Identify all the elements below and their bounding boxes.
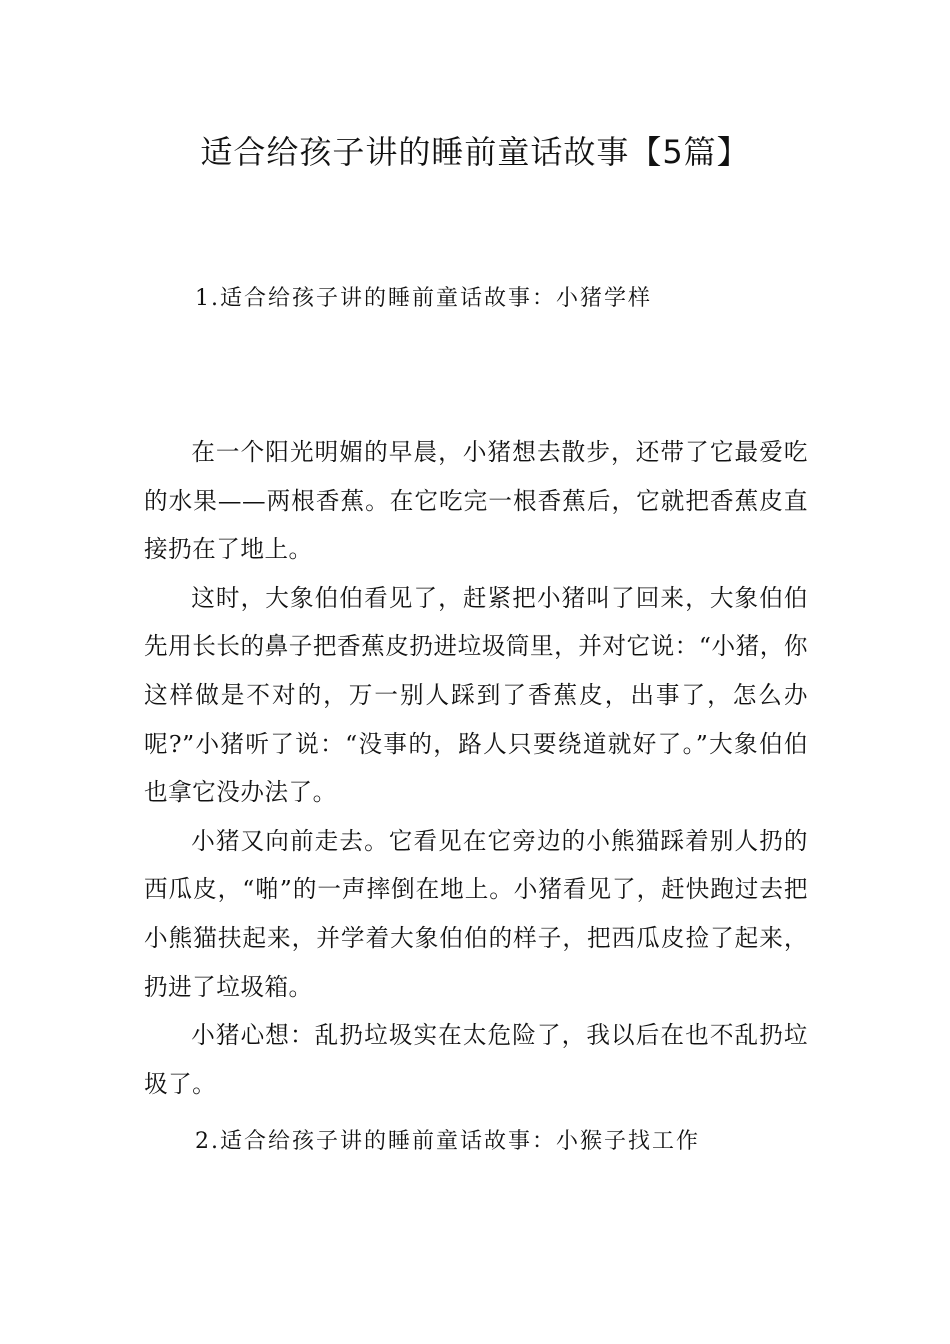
paragraph: 小猪又向前走去。它看见在它旁边的小熊猫踩着别人扔的西瓜皮，“啪”的一声摔倒在地上。小猪看见了，赶快跑过去把小熊猫扶起来，并学着大象伯伯的样子，把西瓜皮捡了起来，扔进了垃圾箱。 (144, 826, 808, 1001)
paragraph: 小猪心想：乱扔垃圾实在太危险了，我以后在也不乱扔垃圾了。 (144, 1021, 808, 1098)
section-heading-2: 2.适合给孩子讲的睡前童话故事：小猴子找工作 (195, 1129, 700, 1154)
section-1-body (144, 428, 808, 1108)
paragraph: 这时，大象伯伯看见了，赶紧把小猪叫了回来，大象伯伯先用长长的鼻子把香蕉皮扔进垃圾筒里，并对它说：“小猪，你这样做是不对的，万一别人踩到了香蕉皮，出事了，怎么办呢?”小猪听了说：“没事的，路人只要绕道就好了。”大象伯伯也拿它没办法了。 (144, 583, 808, 807)
paragraph: 在一个阳光明媚的早晨，小猪想去散步，还带了它最爱吃的水果——两根香蕉。在它吃完一根香蕉后，它就把香蕉皮直接扔在了地上。 (144, 438, 808, 564)
section-heading-1: 1.适合给孩子讲的睡前童话故事：小猪学样 (195, 286, 652, 311)
document-title: 适合给孩子讲的睡前童话故事【5篇】 (200, 133, 750, 171)
